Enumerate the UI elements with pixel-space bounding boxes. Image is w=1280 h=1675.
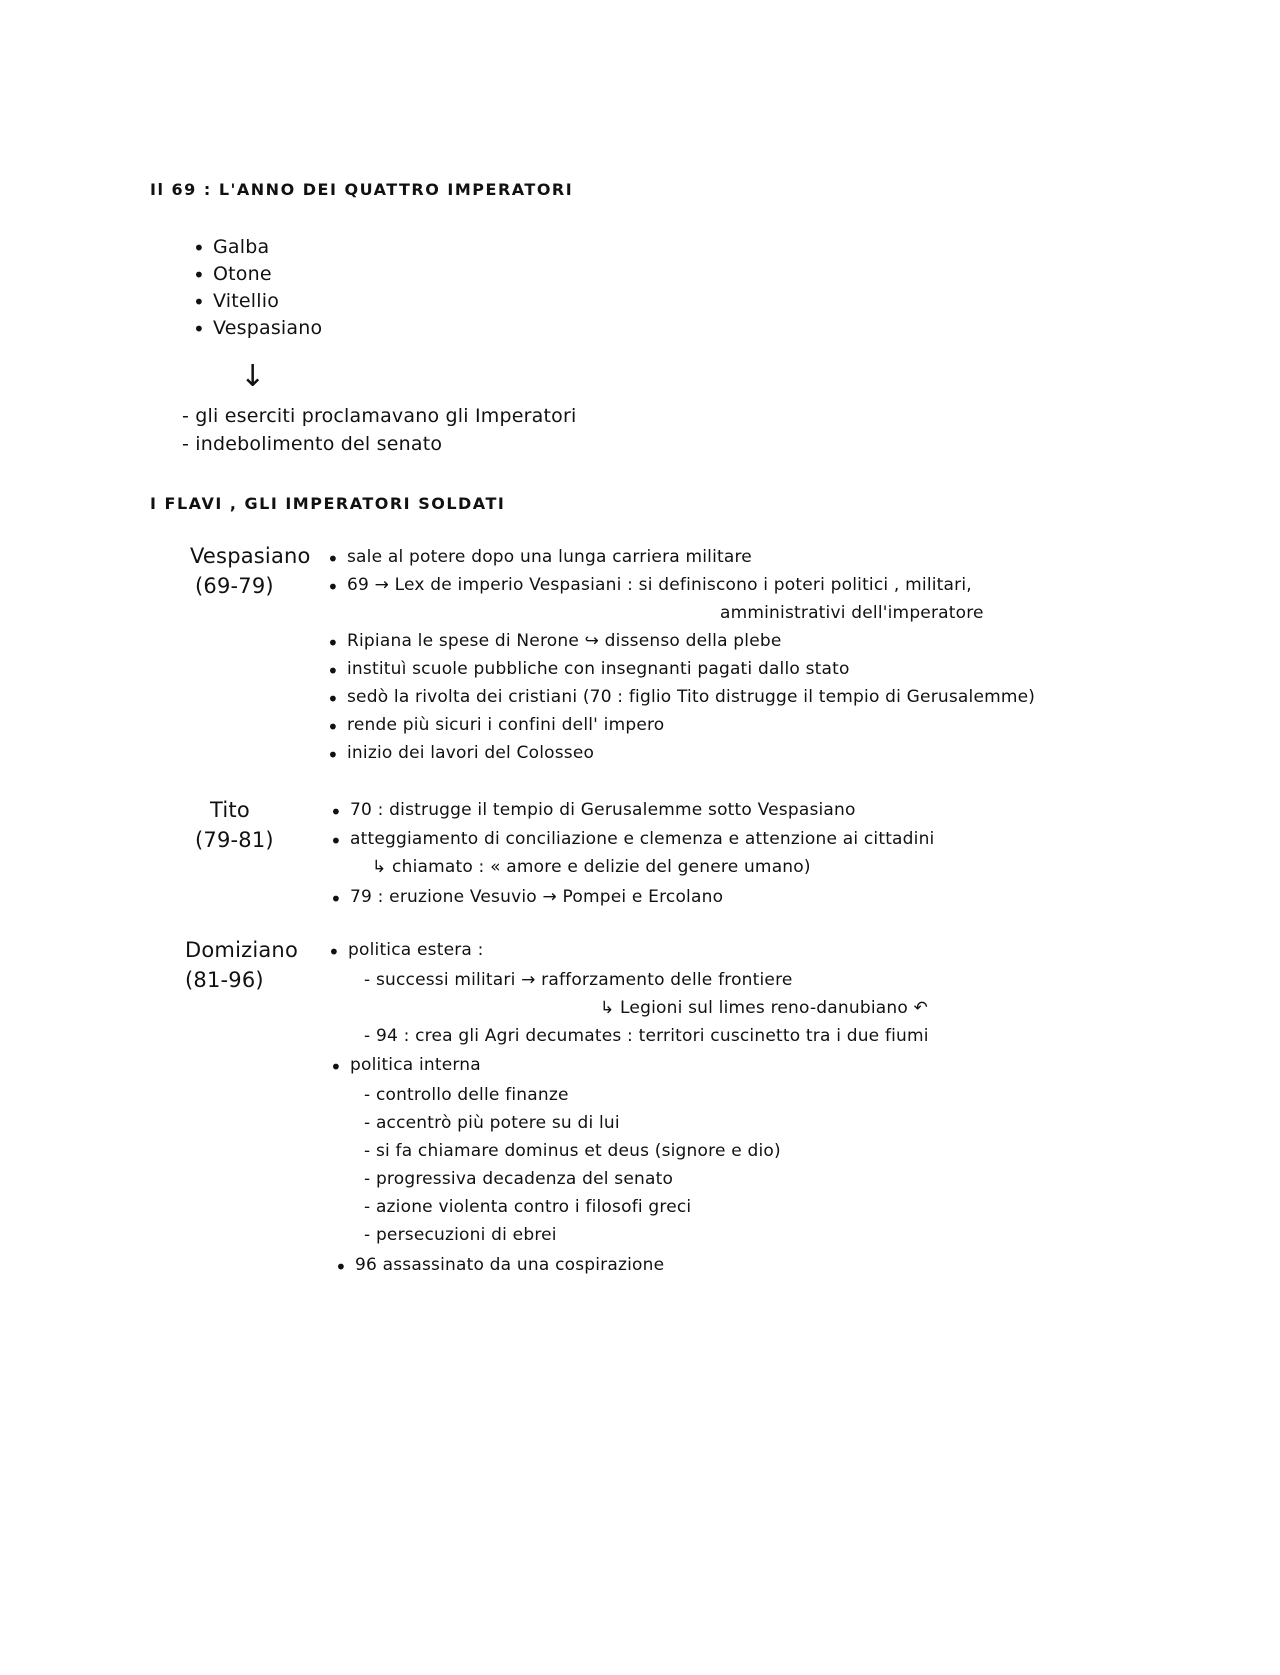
list-item: • 69 → Lex de imperio Vespasiani : si definiscono i poteri politici , militari, (347, 575, 972, 595)
list-item: • Vitellio (213, 290, 279, 312)
list-item: - persecuzioni di ebrei (364, 1225, 557, 1245)
list-item: • inizio dei lavori del Colosseo (347, 743, 594, 763)
list-item: • politica estera : (348, 940, 484, 960)
list-item: • atteggiamento di conciliazione e clemenza e attenzione ai cittadini (350, 829, 935, 849)
emperor-name-vespasiano: Vespasiano (190, 544, 311, 568)
list-item: - accentrò più potere su di lui (364, 1113, 620, 1133)
list-item: • Vespasiano (213, 317, 322, 339)
section-title-anno-quattro-imperatori: Il 69 : L'ANNO DEI QUATTRO IMPERATORI (150, 180, 574, 199)
list-item: - si fa chiamare dominus et deus (signore e dio) (364, 1141, 781, 1161)
consequence-line: - indebolimento del senato (182, 433, 443, 455)
list-item: - successi militari → rafforzamento delle frontiere (364, 970, 793, 990)
list-item: • Ripiana le spese di Nerone ↪ dissenso della plebe (347, 631, 782, 651)
list-item: - azione violenta contro i filosofi greci (364, 1197, 692, 1217)
emperor-years-domiziano: (81-96) (185, 968, 264, 992)
list-item: • Galba (213, 236, 269, 258)
arrow-down-icon: ↓ (240, 359, 266, 394)
section-title-flavi: I FLAVI , GLI IMPERATORI SOLDATI (150, 494, 506, 513)
emperor-name-tito: Tito (210, 798, 250, 822)
list-item: • 70 : distrugge il tempio di Gerusalemme sotto Vespasiano (350, 800, 856, 820)
emperor-years-tito: (79-81) (195, 828, 274, 852)
list-item: • sale al potere dopo una lunga carriera militare (347, 547, 752, 567)
list-item: • instituì scuole pubbliche con insegnanti pagati dallo stato (347, 659, 850, 679)
emperor-years-vespasiano: (69-79) (195, 574, 274, 598)
list-item: - progressiva decadenza del senato (364, 1169, 674, 1189)
list-item: - 94 : crea gli Agri decumates : territori cuscinetto tra i due fiumi (364, 1026, 929, 1046)
list-item: • politica interna (350, 1055, 481, 1075)
list-item: • 79 : eruzione Vesuvio → Pompei e Ercolano (350, 887, 723, 907)
list-item-continuation: ↳ Legioni sul limes reno-danubiano ↶ (600, 998, 928, 1018)
list-item: • 96 assassinato da una cospirazione (355, 1255, 664, 1275)
list-item-continuation: ↳ chiamato : « amore e delizie del genere umano) (372, 857, 811, 877)
emperor-name-domiziano: Domiziano (185, 938, 298, 962)
list-item: • sedò la rivolta dei cristiani (70 : figlio Tito distrugge il tempio di Gerusalemme) (347, 687, 1035, 707)
list-item: - controllo delle finanze (364, 1085, 569, 1105)
list-item: • rende più sicuri i confini dell' impero (347, 715, 664, 735)
list-item-continuation: amministrativi dell'imperatore (720, 603, 984, 623)
consequence-line: - gli eserciti proclamavano gli Imperatori (182, 405, 577, 427)
list-item: • Otone (213, 263, 272, 285)
